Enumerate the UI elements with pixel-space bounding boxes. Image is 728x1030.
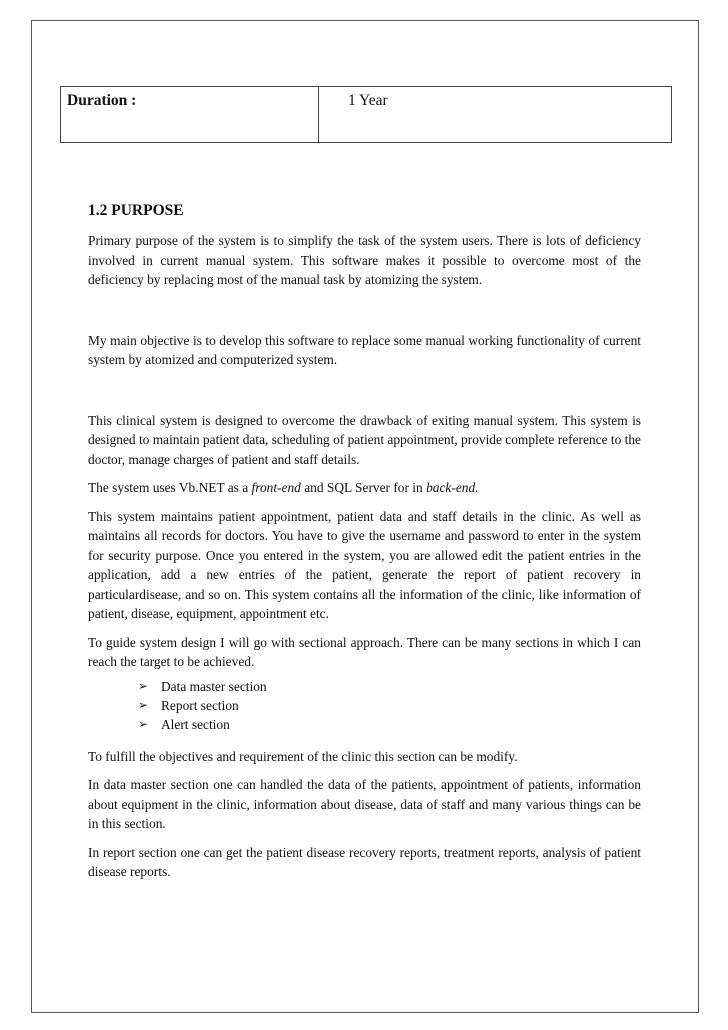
arrow-bullet-icon: ➢ [138, 678, 149, 693]
paragraph-system-maintains: This system maintains patient appointment, patient data and staff details in the clinic. As well as maintains all records for doctors. You have to give the username and password to enter in the system for security purpose. Once you entered in the system, you are allowed edit the patient entries in the application, add a new entries of the patient, generate the report of patient recovery in particulardisease, and so on. This system contains all the information of the clinic, like information of patient, disease, equipment, appointment etc. [88, 508, 641, 621]
paragraph-data-master: In data master section one can handled the data of the patients, appointment of patients, information about equipment in the clinic, information about disease, data of staff and many various things can be in this section. [88, 777, 641, 831]
duration-label: Duration : [61, 87, 319, 143]
arrow-bullet-icon: ➢ [138, 716, 149, 731]
arrow-bullet-icon: ➢ [138, 697, 149, 712]
document-body [88, 200, 641, 882]
list-item [138, 677, 641, 696]
list-item [138, 696, 641, 715]
paragraph-primary-purpose: Primary purpose of the system is to simplify the task of the system users. There is lots of deficiency involved in current manual system. This software makes it possible to overcome most of the deficiency by replacing most of the manual task by atomizing the system. [88, 233, 641, 287]
front-end-term: front-end [251, 480, 301, 495]
paragraph-technology [88, 478, 641, 498]
list-item-label: Data master section [161, 678, 267, 694]
technology-text-pre: The system uses Vb.NET as a [88, 480, 252, 495]
paragraph-sectional-approach: To guide system design I will go with sectional approach. There can be many sections in which I can reach the target to be achieved. [88, 634, 641, 669]
section-list [88, 677, 641, 734]
table-row [61, 87, 672, 143]
paragraph-main-objective: My main objective is to develop this software to replace some manual working functionality of current system by atomized and computerized system. [88, 332, 641, 367]
duration-value: 1 Year [319, 87, 672, 143]
list-item-label: Report section [161, 697, 239, 713]
paragraph-clinical-system: This clinical system is designed to overcome the drawback of exiting manual system. This system is designed to maintain patient data, scheduling of patient appointment, provide complete reference to the doctor, manage charges of patient and staff details. [88, 412, 641, 467]
duration-table [60, 86, 672, 143]
paragraph-fulfill-objectives: To fulfill the objectives and requirement of the clinic this section can be modify. [88, 748, 518, 764]
list-item-label: Alert section [161, 716, 230, 732]
section-title: 1.2 PURPOSE [88, 202, 184, 219]
list-item [138, 715, 641, 734]
paragraph-report-section: In report section one can get the patient disease recovery reports, treatment reports, analysis of patient disease reports. [88, 844, 641, 879]
back-end-term: back-end. [426, 480, 479, 495]
technology-text-mid: and SQL Server for in [300, 480, 427, 495]
